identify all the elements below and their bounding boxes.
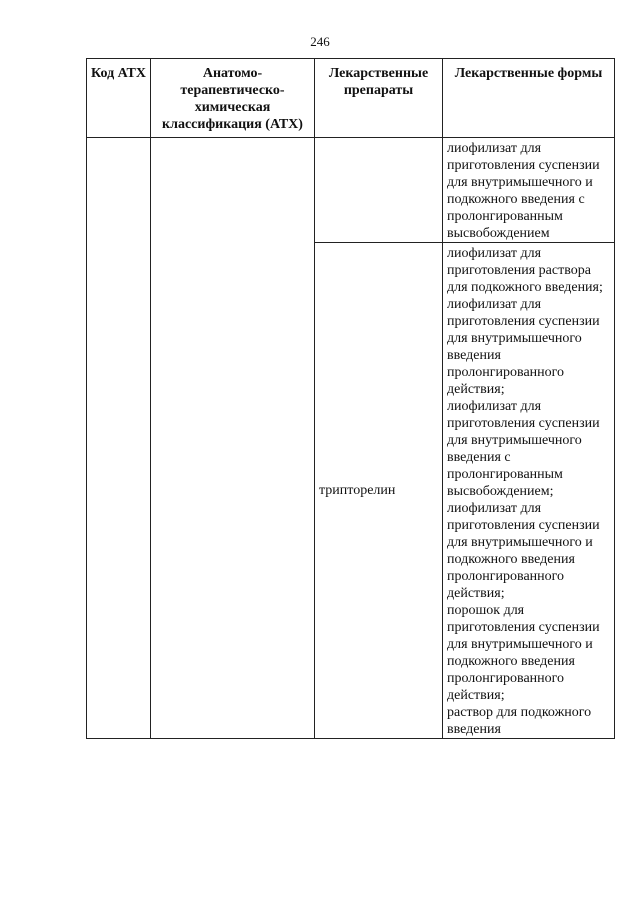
header-drugs: Лекарственные препараты xyxy=(315,59,443,138)
atc-code-cell xyxy=(87,138,151,739)
page-number: 246 xyxy=(310,34,330,49)
header-dosage-forms: Лекарственные формы xyxy=(443,59,615,138)
dosage-form: раствор для подкожного введения xyxy=(447,705,592,737)
table-row xyxy=(87,138,615,243)
dosage-form: лиофилизат для приготовления суспензии для внутримышечного введения пролонгированного действия; xyxy=(447,297,600,397)
dosage-form: лиофилизат для приготовления суспензии для внутримышечного и подкожного введения с пролонгированным высвобождением xyxy=(447,141,600,241)
atc-classification-cell xyxy=(151,138,315,739)
drug-cell: трипторелин xyxy=(315,243,443,739)
dosage-form: лиофилизат для приготовления раствора для подкожного введения; xyxy=(447,246,603,295)
atc-table xyxy=(86,58,615,739)
dosage-forms-cell xyxy=(443,243,615,739)
dosage-form: лиофилизат для приготовления суспензии для внутримышечного и подкожного введения пролонгированного действия; xyxy=(447,501,600,601)
header-atc-classification: Анатомо-терапевтическо-химическая классификация (АТХ) xyxy=(151,59,315,138)
dosage-form: лиофилизат для приготовления суспензии для внутримышечного введения с пролонгированным высвобождением; xyxy=(447,399,600,499)
header-atc-code: Код АТХ xyxy=(87,59,151,138)
drug-cell xyxy=(315,138,443,243)
dosage-forms-cell xyxy=(443,138,615,243)
dosage-form: порошок для приготовления суспензии для внутримышечного и подкожного введения пролонгированного действия; xyxy=(447,603,600,703)
table-header-row xyxy=(87,59,615,138)
